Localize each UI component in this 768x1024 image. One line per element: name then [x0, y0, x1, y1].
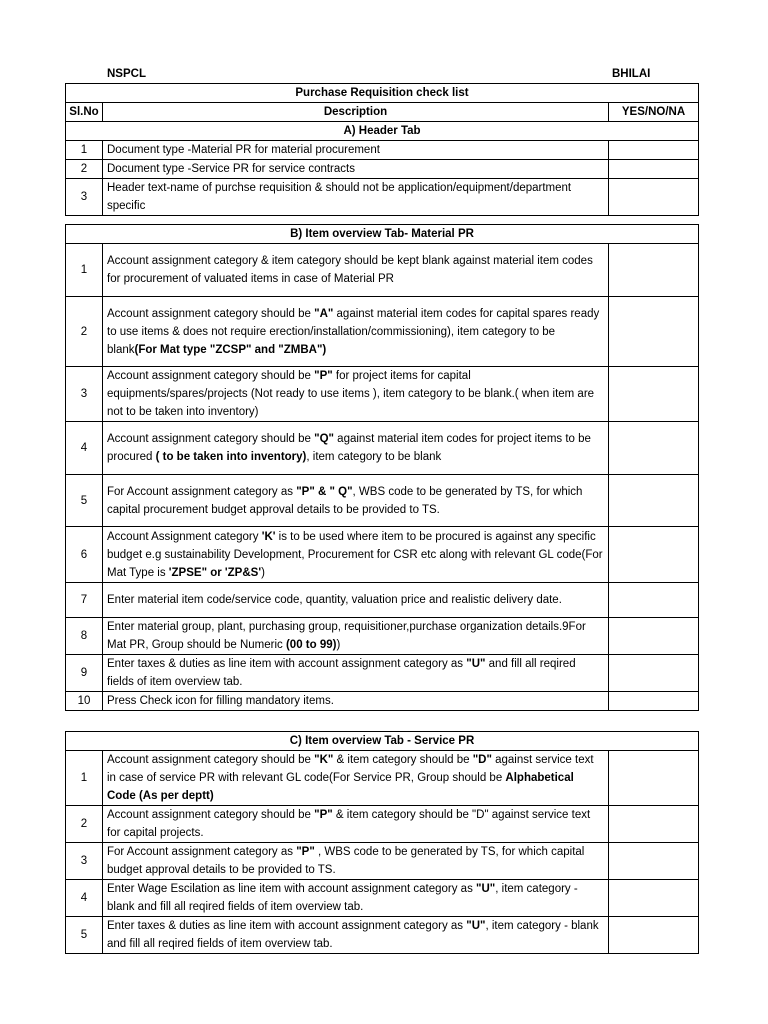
row-number: 5 [66, 475, 103, 527]
row-number: 2 [66, 806, 103, 843]
material-pr-table [65, 224, 699, 711]
location-name: BHILAI [612, 68, 651, 80]
table-row [66, 179, 699, 216]
answer-cell[interactable] [609, 806, 699, 843]
row-description: Account assignment category should be "Q" against material item codes for project items to be procured ( to be taken into inventory), item category to be blank [103, 422, 609, 475]
row-number: 2 [66, 297, 103, 367]
answer-cell[interactable] [609, 618, 699, 655]
row-number: 2 [66, 160, 103, 179]
row-number: 3 [66, 179, 103, 216]
row-description: Account assignment category & item category should be kept blank against material item codes for procurement of valuated items in case of Material PR [103, 244, 609, 297]
answer-cell[interactable] [609, 751, 699, 806]
table-row [66, 806, 699, 843]
table-row [66, 244, 699, 297]
table-row [66, 367, 699, 422]
table-row [66, 475, 699, 527]
section-a-title: A) Header Tab [66, 122, 699, 141]
row-number: 9 [66, 655, 103, 692]
row-number: 3 [66, 843, 103, 880]
table-row [66, 422, 699, 475]
table-row [66, 160, 699, 179]
answer-cell[interactable] [609, 655, 699, 692]
table-row [66, 527, 699, 583]
column-header-sl: Sl.No [66, 103, 103, 122]
answer-cell[interactable] [609, 692, 699, 711]
table-row [66, 655, 699, 692]
row-description: Account assignment category should be "P" for project items for capital equipments/spares/projects (Not ready to use items ), item category to be blank.( when item are not to be taken into inventory) [103, 367, 609, 422]
table-row [66, 692, 699, 711]
row-description: Account Assignment category 'K' is to be used where item to be procured is against any specific budget e.g sustainability Development, Procurement for CSR etc along with relevant GL code(For Mat Type is 'ZPSE" or 'ZP&S') [103, 527, 609, 583]
row-number: 7 [66, 583, 103, 618]
row-number: 1 [66, 244, 103, 297]
row-number: 6 [66, 527, 103, 583]
row-number: 8 [66, 618, 103, 655]
row-description: Document type -Service PR for service contracts [103, 160, 609, 179]
row-description: Account assignment category should be "P" & item category should be "D" against service text for capital projects. [103, 806, 609, 843]
answer-cell[interactable] [609, 917, 699, 954]
answer-cell[interactable] [609, 244, 699, 297]
answer-cell[interactable] [609, 141, 699, 160]
row-description: Enter taxes & duties as line item with account assignment category as "U", item category - blank and fill all reqired fields of item overview tab. [103, 917, 609, 954]
answer-cell[interactable] [609, 527, 699, 583]
table-row [66, 141, 699, 160]
row-description: Header text-name of purchse requisition & should not be application/equipment/department specific [103, 179, 609, 216]
row-description: Account assignment category should be "K" & item category should be "D" against service text in case of service PR with relevant GL code(For Service PR, Group should be Alphabetical Code (As per deptt) [103, 751, 609, 806]
table-row [66, 880, 699, 917]
answer-cell[interactable] [609, 160, 699, 179]
row-description: Enter material item code/service code, quantity, valuation price and realistic delivery date. [103, 583, 609, 618]
row-number: 10 [66, 692, 103, 711]
checklist-title: Purchase Requisition check list [66, 84, 699, 103]
table-row [66, 583, 699, 618]
answer-cell[interactable] [609, 367, 699, 422]
row-description: Enter material group, plant, purchasing group, requisitioner,purchase organization details.9For Mat PR, Group should be Numeric (00 to 99)) [103, 618, 609, 655]
table-row [66, 917, 699, 954]
row-description: Document type -Material PR for material procurement [103, 141, 609, 160]
table-row [66, 618, 699, 655]
column-header-description: Description [103, 103, 609, 122]
row-description: Account assignment category should be "A" against material item codes for capital spares ready to use items & does not require erection/installation/commissioning), item category to be blank(For Mat type "ZCSP" and "ZMBA") [103, 297, 609, 367]
row-description: Press Check icon for filling mandatory items. [103, 692, 609, 711]
answer-cell[interactable] [609, 583, 699, 618]
answer-cell[interactable] [609, 297, 699, 367]
row-description: Enter Wage Escilation as line item with account assignment category as "U", item category - blank and fill all reqired fields of item overview tab. [103, 880, 609, 917]
row-number: 4 [66, 880, 103, 917]
row-number: 3 [66, 367, 103, 422]
answer-cell[interactable] [609, 880, 699, 917]
row-number: 1 [66, 751, 103, 806]
answer-cell[interactable] [609, 843, 699, 880]
row-number: 4 [66, 422, 103, 475]
answer-cell[interactable] [609, 422, 699, 475]
row-number: 1 [66, 141, 103, 160]
section-c-title: C) Item overview Tab - Service PR [66, 732, 699, 751]
answer-cell[interactable] [609, 179, 699, 216]
table-row [66, 751, 699, 806]
row-description: For Account assignment category as "P" & " Q", WBS code to be generated by TS, for which capital procurement budget approval details to be provided to TS. [103, 475, 609, 527]
row-number: 5 [66, 917, 103, 954]
service-pr-table [65, 731, 699, 954]
table-row [66, 297, 699, 367]
answer-cell[interactable] [609, 475, 699, 527]
org-name: NSPCL [107, 68, 146, 80]
row-description: For Account assignment category as "P" , WBS code to be generated by TS, for which capital budget approval details to be provided to TS. [103, 843, 609, 880]
row-description: Enter taxes & duties as line item with account assignment category as "U" and fill all reqired fields of item overview tab. [103, 655, 609, 692]
header-tab-table [65, 83, 699, 216]
section-b-title: B) Item overview Tab- Material PR [66, 225, 699, 244]
table-row [66, 843, 699, 880]
column-header-answer: YES/NO/NA [609, 103, 699, 122]
